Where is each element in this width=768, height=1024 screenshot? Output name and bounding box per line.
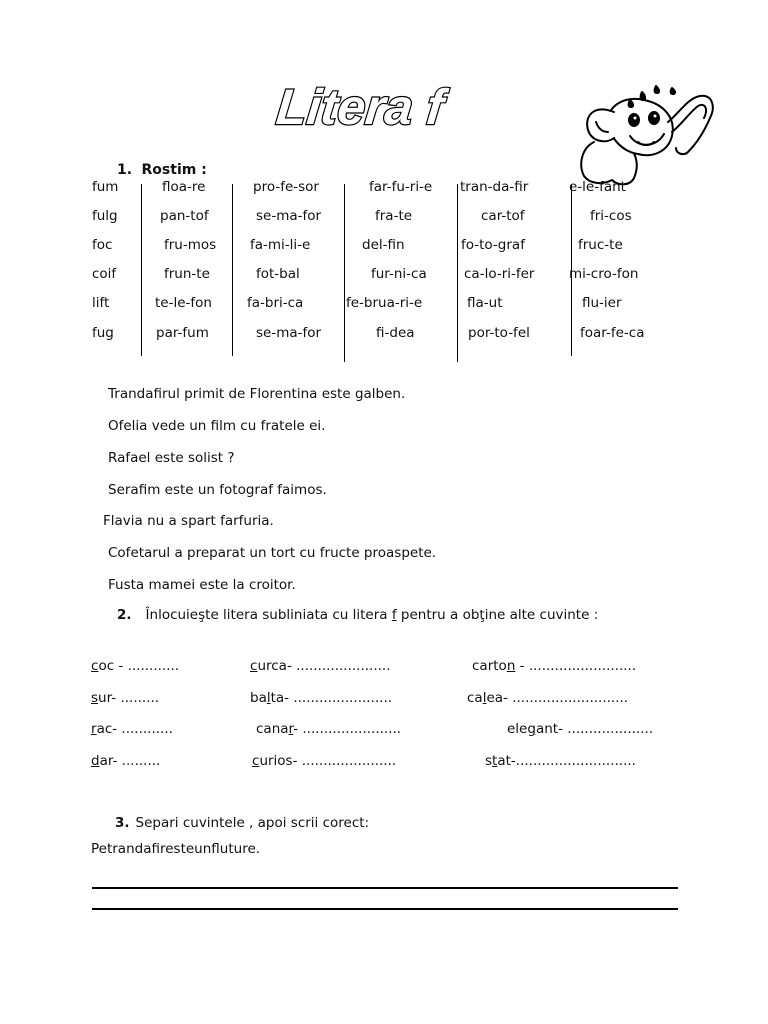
exercise-item: curca- ...................... [250,658,391,674]
page-title: Litera f [273,79,447,135]
elephant-illustration [572,82,722,190]
exercise-item: canar- ....................... [256,721,402,737]
word-cell: lift [92,295,110,311]
section1-number: 1. [117,162,133,178]
word-cell: e-le-fant [569,179,626,195]
word-cell: foc [92,237,113,253]
section2-instruction [117,607,598,623]
word-cell: floa-re [162,179,206,195]
word-cell: fri-cos [590,208,632,224]
section2-number: 2. [117,607,132,623]
table-divider [457,184,458,362]
word-cell: pan-tof [160,208,209,224]
word-cell: fruc-te [578,237,623,253]
instruction-letter: f [391,607,397,623]
word-cell: te-le-fon [155,295,212,311]
word-cell: ca-lo-ri-fer [464,266,535,282]
word-cell: far-fu-ri-e [369,179,433,195]
exercise-item: sur- ......... [91,690,160,706]
exercise-item: elegant- .................... [507,721,654,737]
word-cell: tran-da-fir [460,179,529,195]
word-cell: fla-ut [467,295,503,311]
table-divider [232,184,233,356]
sentence: Serafim este un fotograf faimos. [108,482,327,498]
word-cell: pro-fe-sor [253,179,319,195]
word-cell: fur-ni-ca [371,266,427,282]
table-divider [344,184,345,362]
word-cell: frun-te [164,266,210,282]
exercise-item: curios- ...................... [252,753,397,769]
sentence: Cofetarul a preparat un tort cu fructe proaspete. [108,545,437,561]
table-divider [141,184,142,356]
section1-heading [117,162,207,178]
sentence: Fusta mamei este la croitor. [108,577,296,593]
word-cell: fi-dea [376,325,415,341]
word-cell: fa-bri-ca [247,295,304,311]
word-cell: del-fin [362,237,405,253]
section3-instruction [115,815,369,831]
exercise-item: stat-............................ [485,753,636,769]
word-cell: fug [92,325,114,341]
sentence: Trandafirul primit de Florentina este galben. [108,386,406,402]
exercise-item: carton - ......................... [472,658,637,674]
word-cell: se-ma-for [256,325,322,341]
exercise-item: balta- ....................... [250,690,393,706]
section3-number: 3. [115,815,130,831]
word-cell: car-tof [481,208,525,224]
word-cell: fe-brua-ri-e [346,295,423,311]
word-cell: fot-bal [256,266,300,282]
word-cell: par-fum [156,325,209,341]
word-cell: fulg [92,208,118,224]
word-cell: coif [92,266,117,282]
instruction-text: Înlocuieşte litera subliniata cu litera [145,607,392,623]
sentence: Flavia nu a spart farfuria. [103,513,274,529]
exercise-item: rac- ............ [91,721,173,737]
writing-line[interactable] [92,908,678,910]
sentence: Rafael este solist ? [108,450,235,466]
word-cell: fra-te [375,208,413,224]
word-cell: fum [92,179,119,195]
sentence: Ofelia vede un film cu fratele ei. [108,418,326,434]
section3-text: Petrandafiresteunfluture. [91,841,261,857]
word-cell: foar-fe-ca [580,325,645,341]
word-cell: mi-cro-fon [569,266,639,282]
word-cell: fo-to-graf [461,237,525,253]
exercise-item: calea- ........................... [467,690,629,706]
section1-title: Rostim : [141,162,207,178]
word-cell: flu-ier [582,295,622,311]
word-cell: fa-mi-li-e [250,237,311,253]
exercise-item: dar- ......... [91,753,161,769]
instruction-text: pentru a obţine alte cuvinte : [396,607,599,623]
instruction-text: Separi cuvintele , apoi scrii corect: [135,815,370,831]
title-wordart [270,76,500,136]
word-cell: por-to-fel [468,325,530,341]
exercise-item: coc - ............ [91,658,180,674]
writing-line[interactable] [92,887,678,889]
word-cell: fru-mos [164,237,217,253]
word-cell: se-ma-for [256,208,322,224]
